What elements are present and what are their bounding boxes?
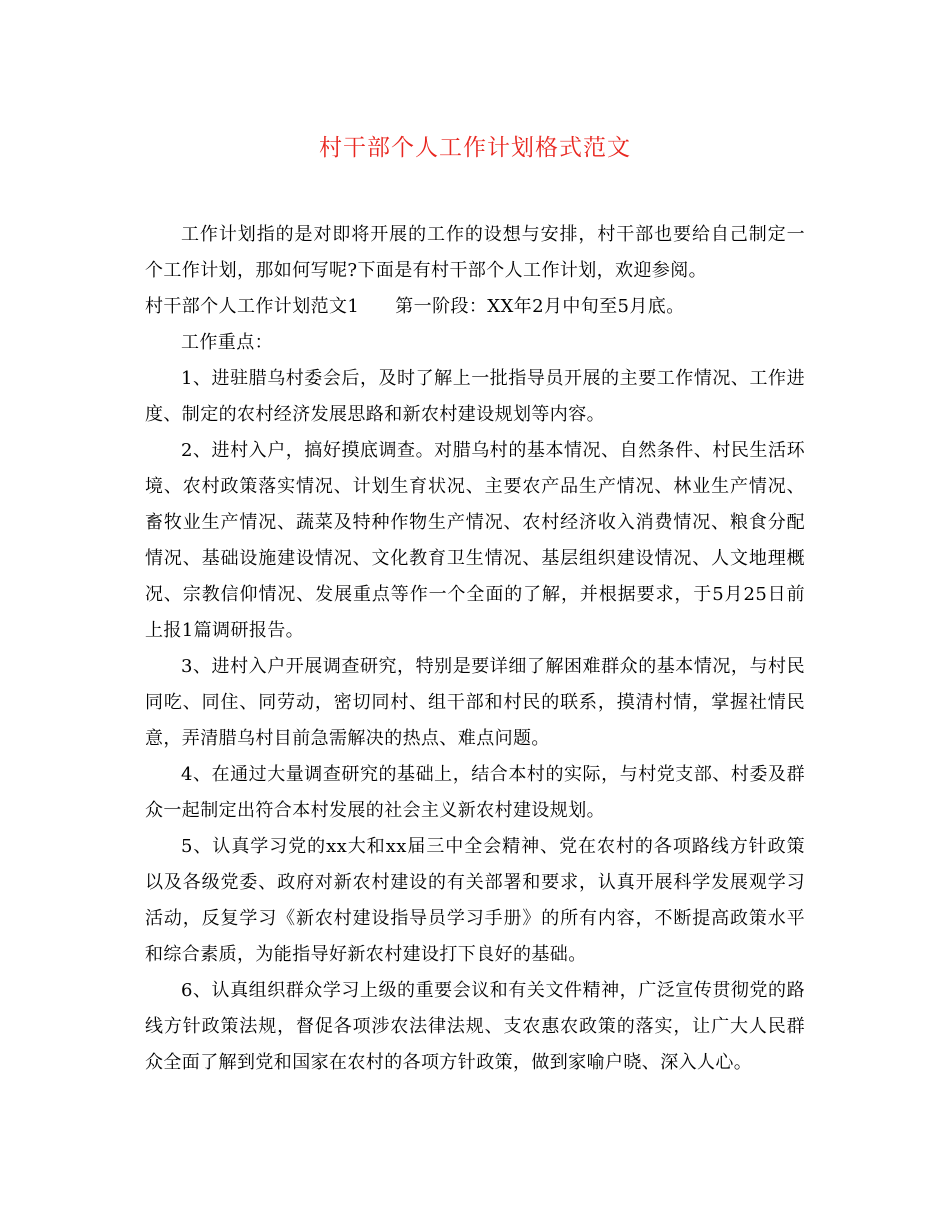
list-item-5: 5、认真学习党的xx大和xx届三中全会精神、党在农村的各项路线方针政策以及各级党委、政府对新农村建设的有关部署和要求，认真开展科学发展观学习活动，反复学习《新农村建设指导员学习手册》的所有内容，不断提高政策水平和综合素质，为能指导好新农村建设打下良好的基础。 — [145, 836, 805, 965]
list-item-1: 1、进驻腊乌村委会后，及时了解上一批指导员开展的主要工作情况、工作进度、制定的农村经济发展思路和新农村建设规划等内容。 — [145, 368, 805, 425]
list-item-3: 3、进村入户开展调查研究，特别是要详细了解困难群众的基本情况，与村民同吃、同住、同劳动，密切同村、组干部和村民的联系，摸清村情，掌握社情民意，弄清腊乌村目前急需解决的热点、难点问题。 — [145, 656, 805, 749]
list-item-2: 2、进村入户，搞好摸底调查。对腊乌村的基本情况、自然条件、村民生活环境、农村政策落实情况、计划生育状况、主要农产品生产情况、林业生产情况、畜牧业生产情况、蔬菜及特种作物生产情况、农村经济收入消费情况、粮食分配情况、基础设施建设情况、文化教育卫生情况、基层组织建设情况、人文地理概况、宗教信仰情况、发展重点等作一个全面的了解，并根据要求，于5月25日前上报1篇调研报告。 — [145, 440, 805, 641]
list-item-4: 4、在通过大量调查研究的基础上，结合本村的实际，与村党支部、村委及群众一起制定出符合本村发展的社会主义新农村建设规划。 — [145, 764, 805, 821]
document-title: 村干部个人工作计划格式范文 — [319, 135, 631, 161]
intro-paragraph: 工作计划指的是对即将开展的工作的设想与安排，村干部也要给自己制定一个工作计划，那如何写呢?下面是有村干部个人工作计划，欢迎参阅。 — [145, 224, 805, 281]
sample-heading-line — [145, 289, 805, 325]
focus-label: 工作重点： — [181, 332, 273, 353]
phase-text: 第一阶段：XX年2月中旬至5月底。 — [395, 296, 685, 317]
sample-heading: 村干部个人工作计划范文1 — [145, 296, 360, 317]
document-body — [145, 217, 805, 1081]
list-item-6: 6、认真组织群众学习上级的重要会议和有关文件精神，广泛宣传贯彻党的路线方针政策法规，督促各项涉农法律法规、支农惠农政策的落实，让广大人民群众全面了解到党和国家在农村的各项方针政策，做到家喻户晓、深入人心。 — [145, 980, 805, 1073]
